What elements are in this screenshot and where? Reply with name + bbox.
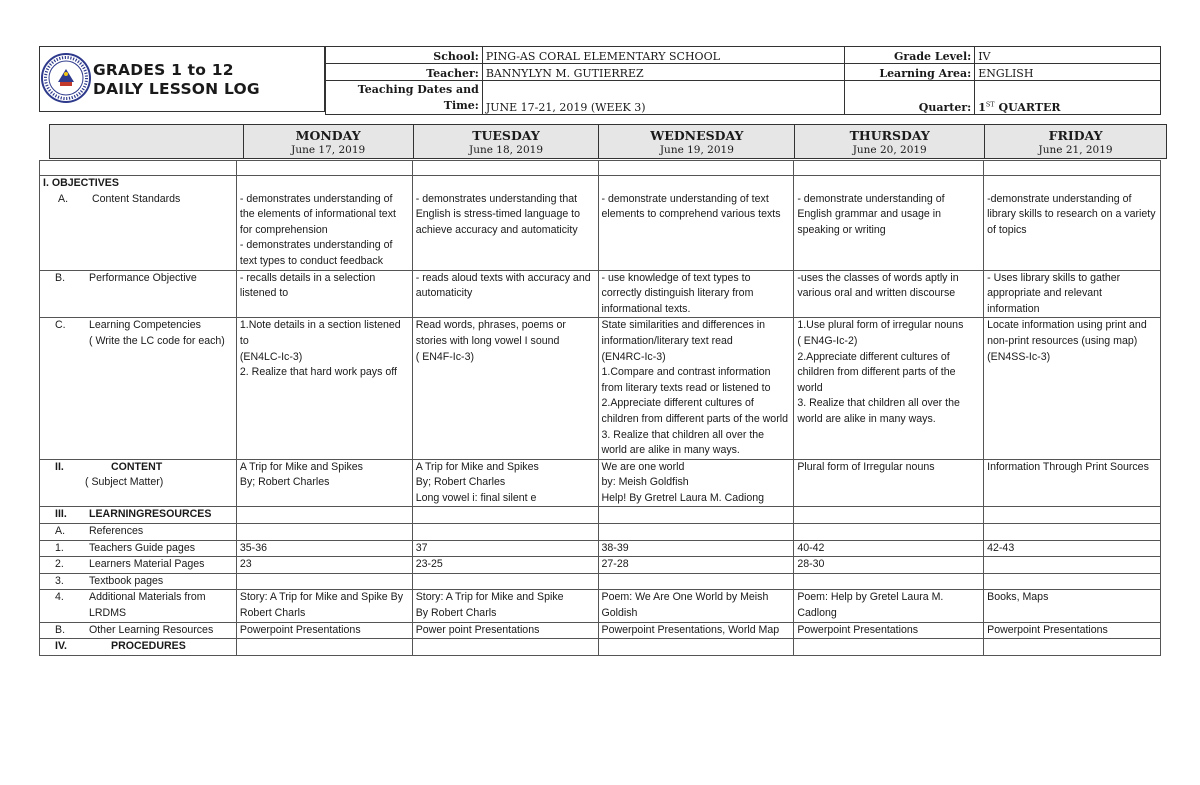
content-sublabel: ( Subject Matter) [85,476,164,489]
row-number: C. [55,319,66,332]
day-name: MONDAY [295,128,361,143]
empty-cell [794,161,984,176]
empty-cell [412,524,598,541]
other-resources-label [40,622,237,639]
day-name: TUESDAY [472,128,540,143]
day-header-wednesday [599,125,795,159]
quarter-value [975,81,1161,115]
competencies-thursday: 1.Use plural form of irregular nouns ( EN4G-Ic-2) 2.Appreciate different cultures of children from different parts of the world 3. Realize that children all over the world are alike in many ways. [794,318,984,459]
row-number: 1. [55,541,64,554]
competencies-title [55,318,233,334]
content-tuesday: A Trip for Mike and Spikes By; Robert Charles Long vowel i: final silent e [412,459,598,507]
teaching-dates-label-line1: Teaching Dates and [357,83,479,96]
learners-material-monday: 23 [236,557,412,574]
empty-cell [984,573,1161,590]
row-number: 2. [55,558,64,571]
performance-monday: - recalls details in a selection listened to [236,270,412,318]
row-number: A. [55,525,66,538]
quarter-label: Quarter: [845,81,975,115]
row-number: A. [58,192,69,205]
day-date: June 19, 2019 [659,144,734,156]
competencies-monday: 1.Note details in a section listened to (EN4LC-Ic-3) 2. Realize that hard work pays off [236,318,412,459]
empty-cell [236,573,412,590]
content-wednesday: We are one world by: Meish Goldfish Help! By Gretrel Laura M. Cadiong [598,459,794,507]
other-resources-wednesday: Powerpoint Presentations, World Map [598,622,794,639]
day-header-friday [985,125,1167,159]
empty-cell [984,507,1161,524]
other-resources-friday: Powerpoint Presentations [984,622,1161,639]
row-label: Learning Competencies [89,319,201,332]
lesson-log-table [39,160,1161,656]
content-thursday: Plural form of Irregular nouns [794,459,984,507]
row-label: Learners Material Pages [89,558,205,571]
empty-cell [794,524,984,541]
row-label: PROCEDURES [111,640,186,653]
additional-materials-friday: Books, Maps [984,590,1161,622]
empty-cell [412,573,598,590]
learners-material-label [40,557,237,574]
learning-resources-heading [40,507,237,524]
textbook-pages-label [40,573,237,590]
row-label: Performance Objective [89,271,197,284]
empty-cell [984,524,1161,541]
content-title [55,460,233,476]
textbook-pages-row [40,573,1161,590]
row-number: IV. [55,640,67,653]
learning-resources-heading-row [40,507,1161,524]
competencies-friday: Locate information using print and non-print resources (using map) (EN4SS-Ic-3) [984,318,1161,459]
teachers-guide-row [40,540,1161,557]
content-standards-label-cell [40,176,237,271]
quarter-number: 1 [978,101,986,114]
day-header-monday [243,125,413,159]
teacher-value: BANNYLYN M. GUTIERREZ [482,64,845,81]
additional-materials-tuesday: Story: A Trip for Mike and Spike By Robert Charls [412,590,598,622]
weekday-header-blank [50,125,244,159]
document-title-line1: GRADES 1 to 12 [93,61,234,79]
quarter-suffix: ST [985,100,995,109]
learners-material-wednesday: 27-28 [598,557,794,574]
deped-seal-icon [40,47,92,109]
references-row [40,524,1161,541]
teachers-guide-thursday: 40-42 [794,540,984,557]
performance-tuesday: - reads aloud texts with accuracy and automaticity [412,270,598,318]
row-number: II. [55,460,64,473]
row-label: CONTENT [111,460,163,473]
procedures-heading [40,639,237,656]
learning-area-label: Learning Area: [845,64,975,81]
document-title-line2: DAILY LESSON LOG [93,80,260,98]
row-number: III. [55,508,67,521]
additional-materials-row [40,590,1161,622]
empty-cell [794,573,984,590]
additional-materials-thursday: Poem: Help by Gretel Laura M. Cadlong [794,590,984,622]
day-name: FRIDAY [1048,128,1103,143]
empty-cell [984,161,1161,176]
grade-level-label: Grade Level: [845,47,975,64]
teachers-guide-wednesday: 38-39 [598,540,794,557]
learners-material-row [40,557,1161,574]
procedures-row [40,639,1161,656]
row-label: References [89,525,144,538]
row-label: Additional Materials from LRDMS [89,591,206,620]
empty-cell [598,639,794,656]
other-resources-thursday: Powerpoint Presentations [794,622,984,639]
teachers-guide-tuesday: 37 [412,540,598,557]
teachers-guide-label [40,540,237,557]
content-standards-monday: - demonstrates understanding of the elements of informational text for comprehension - demonstrates understanding of text types to conduct feedback [236,176,412,271]
empty-cell [598,161,794,176]
empty-cell [598,524,794,541]
content-standards-row [40,176,1161,271]
day-date: June 18, 2019 [468,144,544,156]
content-label [40,459,237,507]
other-resources-tuesday: Power point Presentations [412,622,598,639]
other-resources-monday: Powerpoint Presentations [236,622,412,639]
school-label: School: [326,47,483,64]
row-label: Content Standards [92,192,181,205]
day-name: THURSDAY [849,128,930,143]
performance-objective-label [40,270,237,318]
teaching-dates-label [326,81,483,115]
performance-friday: - Uses library skills to gather appropriate and relevant information [984,270,1161,318]
learning-competencies-label [40,318,237,459]
empty-cell [40,161,237,176]
additional-materials-monday: Story: A Trip for Mike and Spike By Robert Charls [236,590,412,622]
empty-cell [236,524,412,541]
quarter-text: QUARTER [994,101,1061,114]
learners-material-tuesday: 23-25 [412,557,598,574]
day-name: WEDNESDAY [650,128,744,143]
school-info-table [325,46,1161,115]
teaching-dates-value: JUNE 17-21, 2019 (WEEK 3) [482,81,845,115]
performance-thursday: -uses the classes of words aptly in various oral and written discourse [794,270,984,318]
teachers-guide-monday: 35-36 [236,540,412,557]
performance-wednesday: - use knowledge of text types to correctly distinguish literary from informational texts. [598,270,794,318]
row-number: B. [55,271,66,284]
day-date: June 20, 2019 [852,144,927,156]
other-resources-row [40,622,1161,639]
empty-cell [236,639,412,656]
content-standards-friday: -demonstrate understanding of library skills to research on a variety of topics [984,176,1161,271]
row-label: Textbook pages [89,574,164,587]
empty-cell [412,639,598,656]
empty-cell [984,639,1161,656]
row-label: Teachers Guide pages [89,541,196,554]
performance-objective-row [40,270,1161,318]
school-value: PING-AS CORAL ELEMENTARY SCHOOL [482,47,845,64]
teacher-label: Teacher: [326,64,483,81]
row-label: Other Learning Resources [89,623,214,636]
row-number: B. [55,623,66,636]
spacer-row [40,161,1161,176]
competencies-tuesday: Read words, phrases, poems or stories with long vowel I sound ( EN4F-Ic-3) [412,318,598,459]
row-number: 3. [55,574,64,587]
day-header-tuesday [413,125,599,159]
objectives-heading: I. OBJECTIVES [43,177,119,189]
empty-cell [794,507,984,524]
content-standards-wednesday: - demonstrate understanding of text elements to comprehend various texts [598,176,794,271]
day-header-thursday [795,125,985,159]
empty-cell [598,507,794,524]
learners-material-thursday: 28-30 [794,557,984,574]
learners-material-friday [984,557,1161,574]
content-monday: A Trip for Mike and Spikes By; Robert Charles [236,459,412,507]
empty-cell [598,573,794,590]
empty-cell [794,639,984,656]
additional-materials-label [40,590,237,622]
empty-cell [236,161,412,176]
content-row [40,459,1161,507]
weekday-header-table [49,124,1167,159]
empty-cell [412,507,598,524]
empty-cell [412,161,598,176]
content-friday: Information Through Print Sources [984,459,1161,507]
content-standards-thursday: - demonstrate understanding of English grammar and usage in speaking or writing [794,176,984,271]
learning-competencies-row [40,318,1161,459]
day-date: June 21, 2019 [1038,144,1113,156]
learning-area-value: ENGLISH [975,64,1161,81]
grade-level-value: IV [975,47,1161,64]
day-date: June 17, 2019 [291,144,366,156]
content-standards-label [43,192,233,208]
teachers-guide-friday: 42-43 [984,540,1161,557]
references-label [40,524,237,541]
content-standards-tuesday: - demonstrates understanding that English is stress-timed language to achieve accuracy and automaticity [412,176,598,271]
row-label: LEARNINGRESOURCES [89,508,212,521]
additional-materials-wednesday: Poem: We Are One World by Meish Goldish [598,590,794,622]
competencies-wednesday: State similarities and differences in information/literary text read (EN4RC-Ic-3) 1.Compare and contrast information from literary texts read or listened to 2.Appreciate different cultures of children from different parts of the world 3. Realize that children all over the world are alike in many ways. [598,318,794,459]
competencies-sublabel: ( Write the LC code for each) [89,334,225,347]
row-number: 4. [55,591,64,604]
teaching-dates-label-line2: Time: [443,99,479,112]
empty-cell [236,507,412,524]
